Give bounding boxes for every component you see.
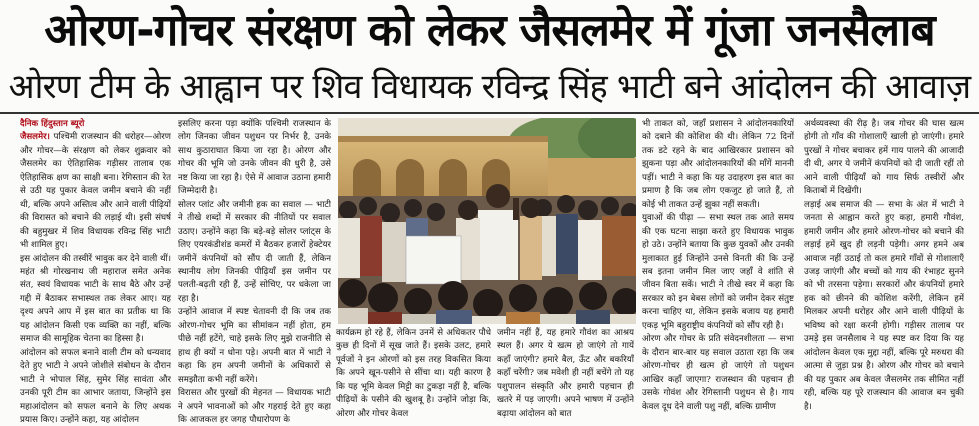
paragraph: इस आंदोलन की तस्वीरें भावुक कर देने वाली थीं। महंत श्री गोरखनाथ जी महाराज समेत अनेक संत, स्वयं विधायक भाटी के साथ बैठे और उन्हें गद्दी में बैठाकर सभास्थल तक लेकर आए। यह दृश्य अपने आप में इस बात का प्रतीक था कि यह आंदोलन किसी एक व्यक्ति का नहीं, बल्कि समाज की सामूहिक चेतना का हिस्सा है।: [20, 253, 171, 345]
paragraph: सोलर प्लांट और जमीनी हक का सवाल — भाटी ने तीखे शब्दों में सरकार की नीतियों पर सवाल उठाए। उन्होंने कहा कि बड़े-बड़े सोलर प्लांट्स के लिए एयरकंडीशंड कमरों में बैठकर हजारों हेक्टेयर जमीनें कंपनियों को सौंप दी जाती हैं, लेकिन स्थानीय लोग जिनकी पीढ़ियाँ इस जमीन पर पलती-बढ़ती रही हैं, उन्हें सोचिए, पर धकेला जा रहा है।: [178, 199, 331, 304]
paragraph: ओरण और गोचर के प्रति संवेदनशीलता — सभा के दौरान बार-बार यह सवाल उठाता रहा कि जब ओरण-गोचर ही खत्म हो जाएंगे तो पशुधन आखिर कहाँ जाएगा? राजस्थान की पहचान ही उसके गोवंश और रेगिस्तानी पशुधन से है। गाय केवल दूध देने वाली पशु नहीं, बल्कि ग्रामीण: [642, 334, 794, 412]
article-column-5: [804, 118, 964, 426]
paragraph: उन्होंने आवाज में स्पष्ट चेतावनी दी कि जब तक ओरण-गोचर भूमि का सीमांकन नहीं होता, हम पीछे नहीं हटेंगे, चाहे इसके लिए मुझे राजनीति से हाथ ही क्यों न धोना पड़े। अपनी बात में भाटी ने कहा कि हम अपनी जमीनों के अधिकारों से समझौता कभी नहीं करेंगे।: [178, 307, 331, 385]
article-column-2: [178, 118, 331, 426]
dateline: जैसलमेर।: [20, 132, 50, 143]
paragraph: विरासत और पुरखों की मेहनत — विधायक भाटी ने अपने भावनाओं को और गहराई देते हुए कहा कि आजकल हर जगह पौधारोपण के: [178, 388, 331, 425]
paragraph: अर्थव्यवस्था की रीढ़ है। जब गोचर की घास खत्म होगी तो गाँव की गोशालाएँ खाली हो जाएंगी। हमारे पुरखों ने गोचर बचाकर हमें गाय पालने की आजादी दी थी, अगर ये जमीनें कंपनियों को दी जाती रहीं तो आने वाली पीढ़ियाँ को गाय सिर्फ तस्वीरों और किताबों में दिखेंगी।: [804, 119, 964, 197]
paragraph: आंदोलन को सफल बनाने वाली टीम को धन्यवाद देते हुए भाटी ने अपने जोशीले संबोधन के दौरान भाटी ने भोपाल सिंह, सुमेर सिंह सावंता और उनकी पूरी टीम का आभार जताया, जिन्होंने इस महाआंदोलन को सफल बनाने के लिए अथक प्रयास किए। उन्होंने कहा, यह आंदोलन: [20, 347, 171, 425]
paragraph: युवाओं की पीढ़ा — सभा स्थल तक आते समय की एक घटना साझा करते हुए विधायक भावुक हो उठे। उन्होंने बताया कि कुछ युवकों और उनकी मुलाकात हुई जिन्होंने उनसे विनती की कि उन्हें सब इतना जमीन मिल जाए जहाँ वे शांति से जीवन बिता सकें। भाटी ने तीखे स्वर में कहा कि सरकार को इन बेबस लोगों को जमीन देकर संतुष्ट करना चाहिए था, लेकिन इसके बजाय यह हमारी एकड़ भूमि बहुराष्ट्रीय कंपनियों को सौंप रही है।: [642, 213, 794, 331]
subheadline: ओरण टीम के आह्वान पर शिव विधायक रविन्द्र सिंह भाटी बने आंदोलन की आवाज़: [8, 67, 971, 107]
rally-photo: [338, 118, 636, 324]
article-column-1: [20, 118, 171, 426]
byline: दैनिक हिंदुस्तान ब्यूरो: [20, 119, 85, 129]
article-column-3-right: [497, 327, 634, 426]
paragraph: लड़ाई अब समाज की — सभा के अंत में भाटी ने जनता से आह्वान करते हुए कहा, हमारी गौवंश, हमारी जमीन और हमारे ओरण-गोचर को बचाने की लड़ाई हमें खुद ही लड़नी पड़ेगी। अगर हमने अब आवाज नहीं उठाई तो कल हमारे गाँवों से गोशालाएँ उजड़ जाएंगी और बच्चों को गाय की रंभाहट सुनने को भी तरसना पड़ेगा। सरकारों और कंपनियों हमारे हक को छीनने की कोशिश करेंगी, लेकिन हमें मिलकर अपनी धरोहर और आने वाली पीढ़ियों के भविष्य को रक्षा करनी होगी। गड़ीसर तालाब पर उमड़े इस जनसैलाब ने यह स्पष्ट कर दिया कि यह आंदोलन केवल एक मुद्दा नहीं, बल्कि पूरे मरुधरा की आत्मा से जुड़ा प्रश्न है। ओरण और गोचर को बचाने की यह पुकार अब केवल जैसलमेर तक सीमित नहीं रही, बल्कि यह पूरे राजस्थान की आवाज बन चुकी है।: [804, 199, 964, 412]
paragraph: जमीन नहीं हैं, यह हमारे गौवंश का आश्रय स्थल हैं। अगर ये खत्म हो जाएंगे तो गायें कहाँ जाएंगी? हमारे बैल, ऊँट और बकरियाँ कहाँ चरेंगी? जब मवेशी ही नहीं बचेंगे तो यह पशुपालन संस्कृति और हमारी पहचान ही खतरे में पड़ जाएगी। अपने भाषण में उन्होंने बढ़ाया आंदोलन को बात: [497, 328, 634, 419]
byline-paragraph: [20, 118, 171, 253]
article-column-3-left: [336, 327, 491, 426]
headline-divider: [0, 112, 979, 114]
headline: ओरण-गोचर संरक्षण को लेकर जैसलमेर में गूंजा जनसैलाब: [44, 5, 935, 56]
paragraph: कार्यक्रम हो रहे हैं, लेकिन उनमें से अधिकतर पौधे कुछ ही दिनों में सूख जाते हैं। इसके उलट, हमारे पूर्वजों ने इन ओरणों को इस तरह विकसित किया कि अपने खून-पसीने से सींचा था। यही कारण है कि यह भूमि केवल मिट्टी का टुकड़ा नहीं है, बल्कि पीढ़ियों के पसीने की खुशबू है। उन्होंने जोड़ा कि, ओरण और गोचर केवल: [336, 328, 491, 419]
rally-crowd-image: [338, 118, 636, 324]
paragraph: इसलिए करना पड़ा क्योंकि पश्चिमी राजस्थान के लोग जिनका जीवन पशुधन पर निर्भर है, उनके साथ कुठाराघात किया जा रहा है। ओरण और गोचर की भूमि जो उनके जीवन की धुरी है, उसे नष्ट किया जा रहा है। ऐसे में आवाज उठाना हमारी जिम्मेदारी है।: [178, 119, 331, 197]
paragraph: भी ताकत को, जहाँ प्रशासन ने आंदोलनकारियों को दबाने की कोशिश की थी। लेकिन 72 दिनों तक डटे रहने के बाद आखिरकार प्रशासन को झुकना पड़ा और आंदोलनकारियों की माँगें माननी पड़ीं। भाटी ने कहा कि यह उदाहरण इस बात का प्रमाण है कि जब लोग एकजुट हो जाते हैं, तो कोई भी ताकत उन्हें झुका नहीं सकती।: [642, 119, 794, 210]
article-column-4: [642, 118, 794, 426]
paragraph: पश्चिमी राजस्थान की धरोहर—ओरण और गोचर—के संरक्षण को लेकर शुक्रवार को जैसलमेर का ऐतिहासिक गड़ीसर तालाब एक ऐतिहासिक क्षण का साक्षी बना। रेगिस्तान की रेत से उठी यह पुकार केवल जमीन बचाने की नहीं थी, बल्कि अपने अस्तित्व और आने वाली पीढ़ियों की विरासत को बचाने की लड़ाई थी। इसी संघर्ष की बहुमुखर में शिव विधायक रविन्द्र सिंह भाटी भी शामिल हुए।: [20, 132, 171, 251]
